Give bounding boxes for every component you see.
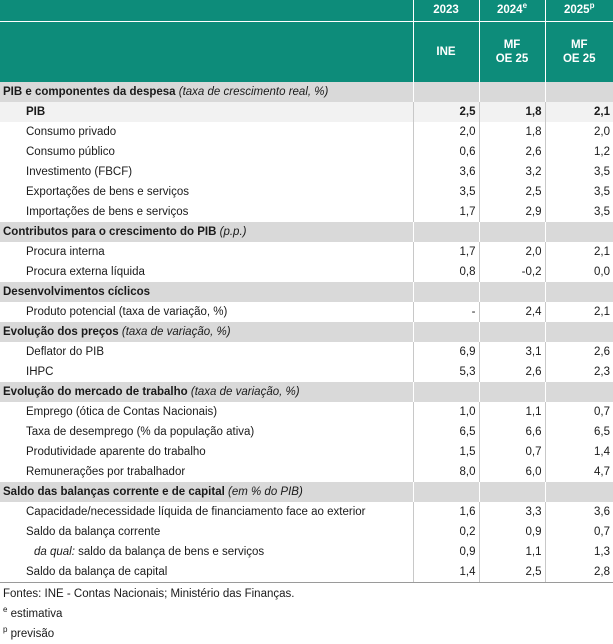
sources-note: Fontes: INE - Contas Nacionais; Ministério das Finanças. <box>3 588 295 600</box>
section-empty-cell <box>413 482 479 502</box>
section-title-text: Saldo das balanças corrente e de capital <box>3 486 225 498</box>
value-cell: 2,9 <box>479 202 545 222</box>
value-cell: 3,5 <box>545 162 613 182</box>
value-cell: 2,8 <box>545 562 613 583</box>
value-cell: 2,1 <box>545 242 613 262</box>
header-source-row <box>0 22 613 83</box>
section-empty-cell <box>479 82 545 102</box>
section-title <box>0 282 413 302</box>
row-label-text: Emprego (ótica de Contas Nacionais) <box>26 406 218 418</box>
value-cell: 2,5 <box>413 102 479 122</box>
value-cell: - <box>413 302 479 322</box>
header-year: 2024e <box>479 0 545 22</box>
row-label-text: Consumo privado <box>26 126 117 138</box>
value-cell: 3,3 <box>479 502 545 522</box>
value-cell: 6,6 <box>479 422 545 442</box>
section-empty-cell <box>479 382 545 402</box>
value-cell: 0,9 <box>479 522 545 542</box>
section-header-row <box>0 482 613 502</box>
value-cell: 1,1 <box>479 542 545 562</box>
value-cell: 6,0 <box>479 462 545 482</box>
value-cell: 0,9 <box>413 542 479 562</box>
table-row <box>0 502 613 522</box>
value-cell: 1,8 <box>479 102 545 122</box>
section-empty-cell <box>545 482 613 502</box>
row-label <box>0 262 413 282</box>
row-label <box>0 122 413 142</box>
table-row <box>0 262 613 282</box>
section-empty-cell <box>479 322 545 342</box>
row-label-text: saldo da balança de bens e serviços <box>78 546 265 558</box>
value-cell: 3,5 <box>545 182 613 202</box>
row-label-text: Remunerações por trabalhador <box>26 466 186 478</box>
section-empty-cell <box>413 282 479 302</box>
table-row <box>0 462 613 482</box>
value-cell: 3,1 <box>479 342 545 362</box>
section-empty-cell <box>413 382 479 402</box>
table-row <box>0 182 613 202</box>
header-year: 2023 <box>413 0 479 22</box>
table-row <box>0 302 613 322</box>
header-source: MF OE 25 <box>479 22 545 83</box>
value-cell: 1,8 <box>479 122 545 142</box>
value-cell: 2,1 <box>545 102 613 122</box>
value-cell: 2,0 <box>413 122 479 142</box>
row-label-text: Consumo público <box>26 146 115 158</box>
header-blank <box>0 22 413 83</box>
table-row <box>0 162 613 182</box>
row-label-text: PIB <box>26 106 46 118</box>
value-cell: 3,5 <box>545 202 613 222</box>
section-header-row <box>0 222 613 242</box>
row-label-text: Procura interna <box>26 246 105 258</box>
header-blank <box>0 0 413 22</box>
section-title-text: Contributos para o crescimento do PIB <box>3 226 217 238</box>
row-label <box>0 402 413 422</box>
value-cell: 0,7 <box>545 402 613 422</box>
row-label <box>0 342 413 362</box>
section-title <box>0 482 413 502</box>
value-cell: 2,5 <box>479 182 545 202</box>
value-cell: 0,6 <box>413 142 479 162</box>
row-label-text: Saldo da balança de capital <box>26 566 168 578</box>
header-source: MF OE 25 <box>545 22 613 83</box>
row-label <box>0 202 413 222</box>
value-cell: 2,0 <box>479 242 545 262</box>
value-cell: 3,5 <box>413 182 479 202</box>
row-label-text: Procura externa líquida <box>26 266 145 278</box>
row-label-text: IHPC <box>26 366 54 378</box>
value-cell: 2,5 <box>479 562 545 583</box>
row-label-text: Taxa de desemprego (% da população ativa) <box>26 426 255 438</box>
section-title <box>0 322 413 342</box>
value-cell: 8,0 <box>413 462 479 482</box>
table-row <box>0 422 613 442</box>
row-label-text: Capacidade/necessidade líquida de financiamento face ao exterior <box>26 506 366 518</box>
table-notes <box>3 584 294 644</box>
table-row <box>0 442 613 462</box>
row-label <box>0 302 413 322</box>
value-cell: 0,2 <box>413 522 479 542</box>
value-cell: 1,5 <box>413 442 479 462</box>
value-cell: 1,3 <box>545 542 613 562</box>
row-label <box>0 362 413 382</box>
row-label <box>0 182 413 202</box>
value-cell: 1,1 <box>479 402 545 422</box>
row-label <box>0 502 413 522</box>
section-empty-cell <box>479 282 545 302</box>
section-empty-cell <box>413 322 479 342</box>
value-cell: 2,0 <box>545 122 613 142</box>
table-body <box>0 82 613 583</box>
header-year: 2025$^p$ <box>545 0 613 22</box>
row-label-text: Saldo da balança corrente <box>26 526 161 538</box>
value-cell: 2,4 <box>479 302 545 322</box>
value-cell: 1,2 <box>545 142 613 162</box>
value-cell: 6,5 <box>413 422 479 442</box>
row-label <box>0 562 413 583</box>
section-header-row <box>0 82 613 102</box>
value-cell: 1,4 <box>545 442 613 462</box>
row-label-text: Importações de bens e serviços <box>26 206 189 218</box>
footnote-forecast: $^p$ previsão <box>3 625 55 640</box>
section-unit: (taxa de crescimento real, %) <box>178 86 329 98</box>
row-label <box>0 162 413 182</box>
value-cell: 0,7 <box>479 442 545 462</box>
footnote-estimate: $^e$ estimativa <box>3 605 63 620</box>
header-years-row <box>0 0 613 22</box>
section-unit: (p.p.) <box>219 226 247 238</box>
row-label <box>0 142 413 162</box>
value-cell: 3,6 <box>413 162 479 182</box>
value-cell: 2,6 <box>479 362 545 382</box>
value-cell: -0,2 <box>479 262 545 282</box>
value-cell: 1,7 <box>413 242 479 262</box>
section-empty-cell <box>545 322 613 342</box>
section-title <box>0 222 413 242</box>
section-empty-cell <box>545 282 613 302</box>
section-title <box>0 382 413 402</box>
section-unit: (taxa de variação, %) <box>121 326 231 338</box>
value-cell: 3,2 <box>479 162 545 182</box>
row-label <box>0 522 413 542</box>
value-cell: 2,6 <box>545 342 613 362</box>
header-source: INE <box>413 22 479 83</box>
section-unit: (taxa de variação, %) <box>190 386 300 398</box>
section-header-row <box>0 382 613 402</box>
table-row <box>0 242 613 262</box>
row-label-prefix: da qual: <box>34 546 75 558</box>
section-empty-cell <box>545 382 613 402</box>
section-header-row <box>0 322 613 342</box>
value-cell: 1,6 <box>413 502 479 522</box>
row-label <box>0 102 413 122</box>
section-empty-cell <box>545 222 613 242</box>
value-cell: 2,3 <box>545 362 613 382</box>
table-row <box>0 142 613 162</box>
table-row <box>0 102 613 122</box>
table-row <box>0 122 613 142</box>
row-label <box>0 442 413 462</box>
row-label <box>0 422 413 442</box>
section-title <box>0 82 413 102</box>
row-label-text: Investimento (FBCF) <box>26 166 133 178</box>
value-cell: 5,3 <box>413 362 479 382</box>
table-row <box>0 402 613 422</box>
value-cell: 4,7 <box>545 462 613 482</box>
section-title-text: Desenvolvimentos cíclicos <box>3 286 151 298</box>
table-row <box>0 342 613 362</box>
section-empty-cell <box>413 222 479 242</box>
section-empty-cell <box>545 82 613 102</box>
section-unit: (em % do PIB) <box>228 486 303 498</box>
value-cell: 0,8 <box>413 262 479 282</box>
section-title-text: Evolução do mercado de trabalho <box>3 386 188 398</box>
value-cell: 2,1 <box>545 302 613 322</box>
row-label-text: Produto potencial (taxa de variação, %) <box>26 306 228 318</box>
section-title-text: Evolução dos preços <box>3 326 119 338</box>
value-cell: 6,5 <box>545 422 613 442</box>
section-empty-cell <box>479 222 545 242</box>
section-title-text: PIB e componentes da despesa <box>3 86 176 98</box>
table-row <box>0 202 613 222</box>
row-label-text: Produtividade aparente do trabalho <box>26 446 206 458</box>
row-label <box>0 462 413 482</box>
row-label <box>0 242 413 262</box>
section-header-row <box>0 282 613 302</box>
row-label <box>0 542 413 562</box>
value-cell: 0,7 <box>545 522 613 542</box>
value-cell: 3,6 <box>545 502 613 522</box>
value-cell: 6,9 <box>413 342 479 362</box>
section-empty-cell <box>413 82 479 102</box>
table-row <box>0 542 613 562</box>
row-label-text: Exportações de bens e serviços <box>26 186 190 198</box>
row-label-text: Deflator do PIB <box>26 346 104 358</box>
table-row <box>0 522 613 542</box>
table-row <box>0 362 613 382</box>
value-cell: 1,0 <box>413 402 479 422</box>
value-cell: 0,0 <box>545 262 613 282</box>
value-cell: 2,6 <box>479 142 545 162</box>
table-row <box>0 562 613 583</box>
value-cell: 1,4 <box>413 562 479 583</box>
section-empty-cell <box>479 482 545 502</box>
value-cell: 1,7 <box>413 202 479 222</box>
